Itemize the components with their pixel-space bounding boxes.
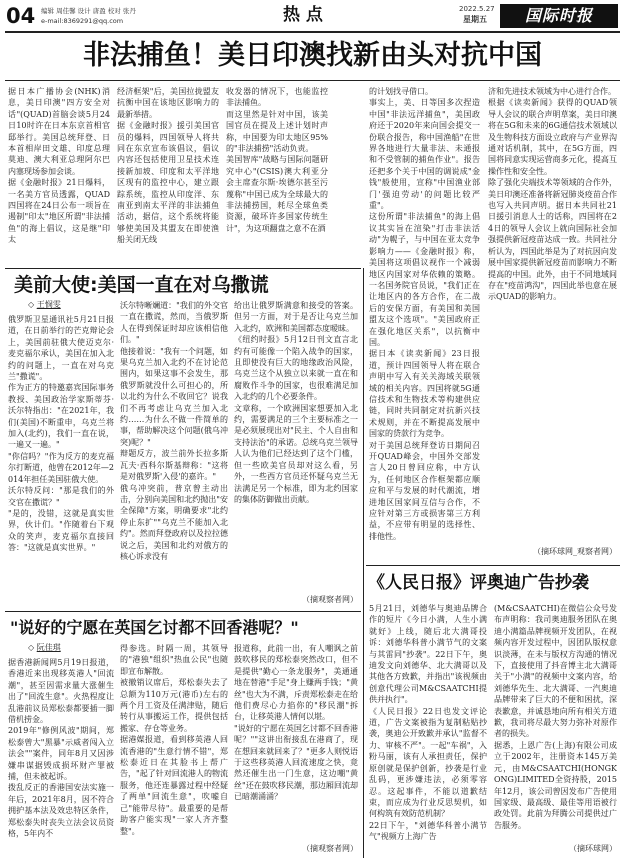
column-divider: [363, 268, 364, 858]
article4-source: （摘环球网）: [569, 844, 617, 853]
article2-top-rule: [5, 268, 361, 269]
lead-col-5: 济和先进技术领域为中心进行合作。 根据《读卖新闻》获得的QUAD领导人会议的联合声明草案，美日印澳将在5G和未来的6G通信技术领域以及生物科技方面设立政府与产业界沟通对话机制，其中，在5G方面，四国将同意实现运营商多元化，提高互操作性和安全性。 除了强化尖端技术等领域的合作外，美日印澳还准备将新冠肺炎疫苗合作也写入共同声明。据日本共同社21日援引消息人士的话称，四国将在24日的领导人会议上就向国际社会加强提供新冠疫苗达成一致。共同社分析认为，四国此举是为了对抗因向发展中国家提供新冠疫苗而影响力不断提高的中国。此外，由于不同地域间存在"疫苗鸿沟"，四国此举也意在展示QUAD的影响力。: [488, 87, 617, 302]
newspaper-logo-text: 国际时报: [524, 6, 593, 25]
issue-weekday: 星期五: [463, 15, 487, 24]
article2-col-2: 沃尔特晰斓道："我们的外交官一直在撒谎，然而，当俄罗斯人在得到保证时却应该相信他们。" 他接着说："我有一个问题，如果乌克兰加入北约不在讨论范围内，如果这事不会发生，那俄罗斯就没什么可担心的，所以北约为什么不收回它？说我们不再考虑让乌克兰加入北约……为什么不做一件简单的事，帮助解决这个问题(俄乌冲突)呢？" 辩题反方，波兰前外长拉多斯瓦夫·西科尔斯基辩称："这将是对俄罗斯'入侵'的嘉许。" 俄乌冲突前，普京曾主动出击，分别向美国和北约抛出"安全保障"方案，明确要求"北约停止东扩""乌克兰不能加入北约"。然而拜登政府以及拉拉德说之后，美国和北约对俄方的核心诉求没有: [120, 301, 228, 561]
article2-col-1: 俄罗斯卫星通讯社5月21日报道，在日前举行的芒克辩论会上，美国前驻俄大使迈克尔·麦克福尔承认，美国在加入北约的问题上，一直在对乌克兰"撒谎"。 作为正方的特邀嘉宾国际事务教授、美国政治学家斯蒂芬·沃尔特指出："在2021年，我们(美国)不断重申，乌克兰将加入(北约)，我们一直在说，一遍又一遍。" "你信吗？"作为反方的麦克福尔打断道，他曾在2012年—2014年担任美国驻俄大使。 沃尔特反问："那是我们的外交官在撒谎？" "是的，没错，这就是真实世界，伙计们。"作随着台下观众的笑声，麦克福尔直接回答："这就是真实世界。": [8, 315, 114, 553]
section-title: 热 点: [283, 5, 323, 25]
author-diamond-icon: ◇: [28, 643, 37, 652]
article4-headline: 《人民日报》评奥迪广告抄袭: [368, 573, 589, 593]
lead-headline-rule: [5, 80, 620, 81]
email: e-mail:8369291@qq.com: [41, 17, 124, 25]
article3-col-3: 报道称，此前一出，有人嘲讽之前鼓吹移民的郑松泰突然改口，但不是提供"勤心一条龙服务"，美通通地在替港"手足"身上赚两手钱；"黄丝"也大为不满，斥责郑松泰走在给他们费尽心力掐你的"移民潮"拆台，让移英港人情何以堪。 "说好的宁愿在英国乞讨都不回香港呢？""这讲出衔接乱在港商了，现在想回来就回来了？"更多人则悦语于这些移英港人回流速度之快，竟然还催生出一门生意，这边嘲"黄丝"还在鼓吹移民潮，那边厢回流却已暗潮涌涌？: [234, 644, 358, 802]
header-rule: [5, 31, 620, 33]
article3-top-rule: [5, 611, 361, 612]
newspaper-logo: [500, 4, 618, 28]
editor-line: 编辑 周佳馨 设计 唐盈 校对 张丹: [41, 7, 136, 15]
lead-col-2: 经济框架"后，美国拉拢盟友抗衡中国在该地区影响力的最新举措。 据《金融时报》援引美国官员的爆料，四国领导人将共同在东京宣布该倡议，倡议内容还包括使用卫星技术连接新加坡、印度和太平洋地区现有的监控中心，建立跟踪系统，监控从印度洋、东南亚到南太平洋的非法捕鱼活动，据信，这个系统将能够使美国及其盟友在即使渔船关闭无线: [117, 87, 219, 245]
article3-author: [28, 643, 61, 653]
article2-headline: 美前大使:美国一直在对乌撒谎: [14, 274, 269, 296]
article2-author: [28, 300, 61, 310]
issue-date: 2022.5.27: [459, 5, 495, 13]
author-diamond-icon: ◇: [28, 300, 37, 309]
lead-source: （摘环球网_观察者网）: [533, 547, 617, 556]
article4-col-2: (M&CSAATCHI)在微信公众号发布声明称：我司奥迪服务团队在奥迪小满篇品牌视频开发团队，在视频内容开发过程中，因团队版权意识淡薄，在未与版权方沟通的情况下，直接使用了抖音博主北大满哥关于"小满"的视频中文案内容，给刘德华先生、北大满哥、一汽奥迪品牌带来了巨大的不便和困扰，深表歉意，并诚恳地向所有相关方道歉，我司将尽最大努力弥补对原作者的损失。 据悉，上恩广告(上海)有限公司成立于2002年，注册资本145万美元，由M&CSAATCHI(HONGKONG)LIMITED全资持股，2015年12月，该公司曾因发布广告使用国家级、最高级、最佳等用语被行政处罚。此前为拜腾公司提供过广告服务。: [494, 604, 617, 830]
article3-headline: "说好的宁愿在英国乞讨都不回香港呢？": [10, 618, 299, 637]
article2-author-name: 王悯雯: [36, 300, 61, 309]
article2-source: （摘观察者网）: [302, 595, 358, 604]
lead-col-1: 据日本广播协会(NHK)消息，美日印澳"四方安全对话"(QUAD)首脑会谈5月24日10时许在日本东京首相官邸举行。美国总统拜登、日本首相岸田文雄、印度总理莫迪、澳大利亚总理阿尔巴内塞现场参加会谈。 据《金融时报》21日爆料，一名美方官员透露，QUAD四国将在24日公布一项旨在遏制"印太"地区所谓"非法捕鱼"的海上倡议，这是继"印太: [8, 87, 110, 245]
article3-col-1: 据香港新闻网5月19日报道，香港近来出现移英港人"回流潮"，甚至因需求量大涨催生出了"回流生意"。火热程度让乱港前议员郑松泰都要插一脚借机捞金。 2019年"修例风波"期间，郑松泰曾大"黑暴"示威者闯入立法会""案件，同年8月又因涉嫌串谋据毁成损坏财产罪被捕，但未被起诉。 拨乱反正的香港国安法实施一年后，2021年8月，因不符合拥护基本法及效忠特区条件，郑松泰失时丧失立法会议员资格，5年内不: [8, 658, 114, 839]
lead-col-4: 的计划找寻借口。 事实上，美、日等国多次捏造中国"非法远洋捕鱼"，美国政府还于2020年来向国会提交一份联合报告，称中国渔船"在世界各地进行大量非法、未通报和不受管制的捕鱼作业"。报告还把多个关于中国的调说成"金钱"般使用，宣称"中国渔业部门'强迫劳动'的问题比较严重"。 这份所谓"非法捕鱼"的海上倡议其实旨在渲染"打击非法活动"为幌子，与中国在亚太竞争影响力——《金融时报》称，美国将这项倡议视作一个减弱地区内国家对华依赖的策略。一名国务院官员说，"我们正在让地区内的各方合作，在二战后的安保方面，有美国和美国盟友这个选项"。"美国政府正在强化地区关系"，以抗衡中国。 据日本《读卖新闻》23日报道，预计四国领导人将在联合声明中写入有关关海域关联领域的相关内容。四国将就5G通信技术和生物技术等构建供应链，同时共同制定对抗新兴技术规则，并在不断提高发展中国家的贷款行为竞争。 对于美国总统拜登访日期间召开QUAD峰会，中国外交部发言人20日曾回应称，中方认为，任何地区合作框架都应顺应和平与发展的时代潮流，增进地区国家间互信与合作，不应针对第三方或损害第三方利益，不应带有明显的选择性、排他性。: [369, 87, 480, 541]
article4-col-1: 5月21日，刘德华与奥迪品牌合作的短片《今日小满，人生小满就好》上线，随后北大满哥投诉：刘德华科普小满节气的文案与其雷同"抄袭"。22日下午，奥迪发文向刘德华、北大满哥以及其他各方致歉，并指出"该视频由创意代理公司M&CSAATCHI提供并执行"。 《人民日报》22日也发文评论道，广告文案被指为复制粘贴抄袭，奥迪公开致歉并承认"监督不力、审核不严"。一起"车祸"，入粉马丽，该有人承担责任，保护原创就是保护创新，抄袭是行业乱码，更涉嫌违法，必须零容忍。这起事件，不能以道歉结束，而应成为行业反思契机，如何构筑有效防范机制？ 22日下午，"刘德华科普小满节气"视频方上海广告: [369, 604, 487, 842]
lead-headline: 非法捕鱼！美日印澳找新由头对抗中国: [83, 40, 542, 71]
article3-source: （摘观察者网）: [302, 844, 358, 853]
page-number: 04: [6, 4, 36, 28]
article4-top-rule: [366, 565, 620, 566]
article3-author-name: 阮佳琪: [36, 643, 61, 652]
lead-col-3: 收发器的情况下，也能监控非法捕鱼。 而这里然是针对中国，该美国官员在提及上述计划时声称，中国要为印太地区95%的"非法捕捞"活动负责。 美国智库"战略与国际问题研究中心"(CSIS)澳大利亚分会主席查尔斯·埃德尔甚至污蔑称"中国已成为全球最大的非法捕捞国，耗尽全球鱼类资源，破坏许多国家传统生计"，为这项翻盘之意不在酒: [226, 87, 328, 233]
article2-col-3: 给出让俄罗斯满意和接受的答案。但另一方面，对于是否让乌克兰加入北约，欧洲和美国都态度暧昧。 《纽约时报》5月12日刊文直言北约有可能像一个陷入战争的国家，且即使没有巨大的地缘政治风险，乌克兰这个从独立以来就一直在和腐败作斗争的国家，也很难满足加入北约的几个必要条件。 文章称，一个欧洲国家想要加入北约，需要满足的三个主要标准之一是必须展现出对"民主、个人自由和支持法治"的承诺。总统乌克兰领导人认为他们已经达到了这个门槛，但一些欧美官员却对这么看，另外，一些西方官员还怀疑乌克兰无法满足另一个标准，即为北约国家的集体防御做出贡献。: [234, 301, 358, 504]
article3-col-2: 得参选。时隔一周，其领导的"港独"组织"热血公民"也随即宣布解散。 被撤销议席后，郑松泰失去了总额为110万元(港币)左右的两个月工资及任满津贴，随后转行从事搬运工作，提供包括搬家、存仓等业务。 据港媒报道，看到移英港人回流香港的"生意行情不错"，郑松泰近日在其脸书上帮广告，"起了针对回流港人的物流服务，他还连暴露过程中经疑了两单"回流生意"，吹嘘自己"能带尽待"。最重要的是帮助客户能实现"一家人齐齐整整"。: [120, 644, 228, 836]
